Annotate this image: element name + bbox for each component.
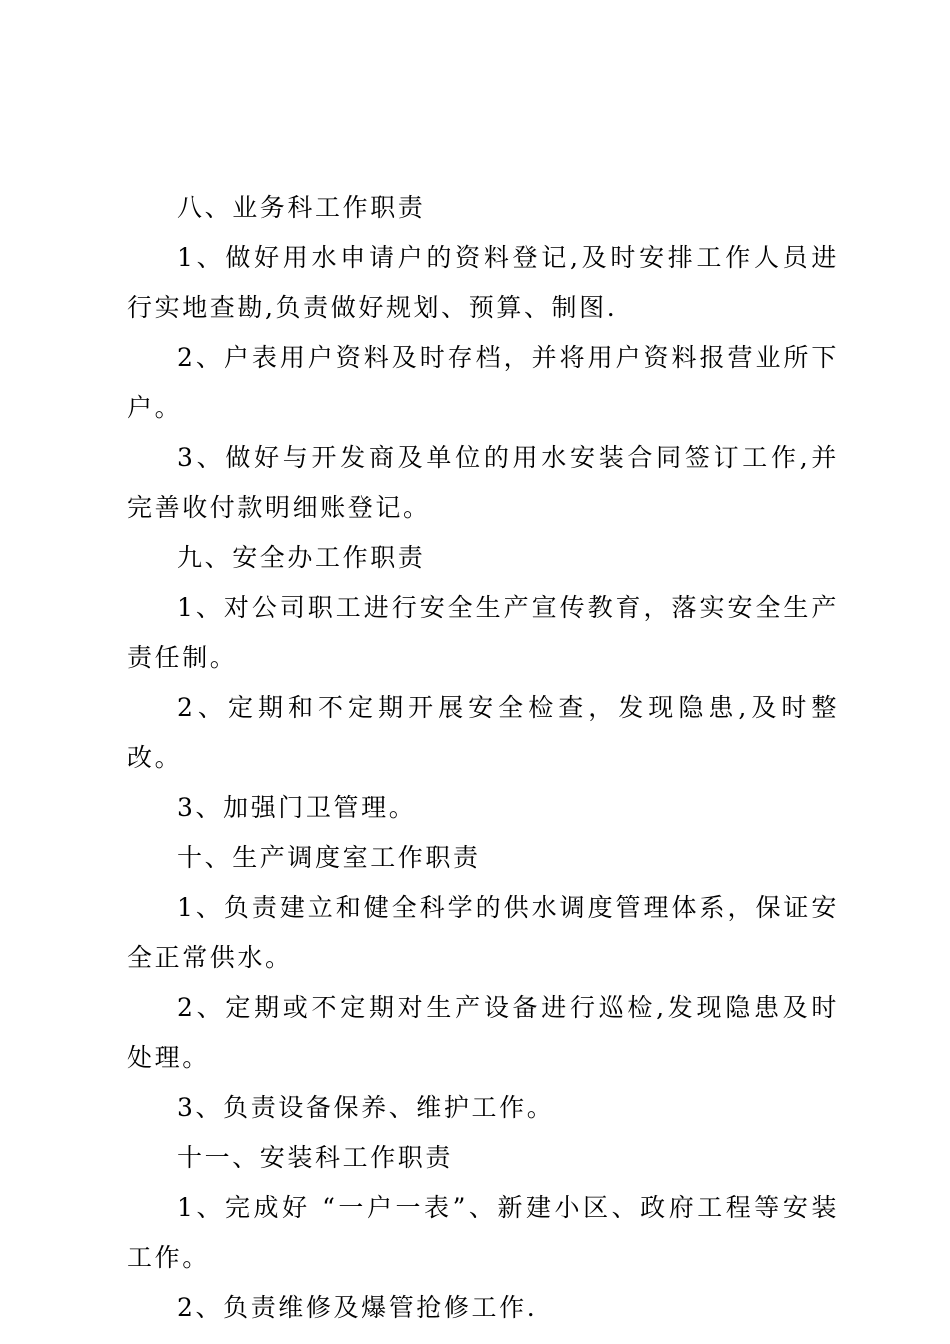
list-item: 2、定期和不定期开展安全检查，发现隐患,及时整改。 bbox=[127, 693, 839, 772]
list-item: 2、负责维修及爆管抢修工作. bbox=[177, 1293, 538, 1322]
section-dispatch bbox=[127, 833, 839, 1133]
list-item: 3、做好与开发商及单位的用水安装合同签订工作,并完善收付款明细账登记。 bbox=[127, 443, 839, 522]
section-safety bbox=[127, 533, 839, 833]
list-item: 1、负责建立和健全科学的供水调度管理体系，保证安全正常供水。 bbox=[127, 893, 839, 972]
list-item: 1、做好用水申请户的资料登记,及时安排工作人员进行实地查勘,负责做好规划、预算、制图. bbox=[127, 243, 839, 322]
list-item: 2、户表用户资料及时存档，并将用户资料报营业所下户。 bbox=[127, 343, 839, 422]
document-page bbox=[127, 183, 839, 1333]
section-heading: 九、安全办工作职责 bbox=[177, 543, 426, 572]
list-item: 1、完成好 “一户一表”、新建小区、政府工程等安装工作。 bbox=[127, 1193, 839, 1272]
list-item: 2、定期或不定期对生产设备进行巡检,发现隐患及时处理。 bbox=[127, 993, 839, 1072]
section-installation bbox=[127, 1133, 839, 1333]
section-heading: 八、业务科工作职责 bbox=[177, 193, 426, 222]
list-item: 3、加强门卫管理。 bbox=[177, 793, 417, 822]
list-item: 3、负责设备保养、维护工作。 bbox=[177, 1093, 555, 1122]
section-heading: 十、生产调度室工作职责 bbox=[177, 843, 481, 872]
list-item: 1、对公司职工进行安全生产宣传教育，落实安全生产责任制。 bbox=[127, 593, 839, 672]
section-business bbox=[127, 183, 839, 533]
section-heading: 十一、安装科工作职责 bbox=[177, 1143, 454, 1172]
